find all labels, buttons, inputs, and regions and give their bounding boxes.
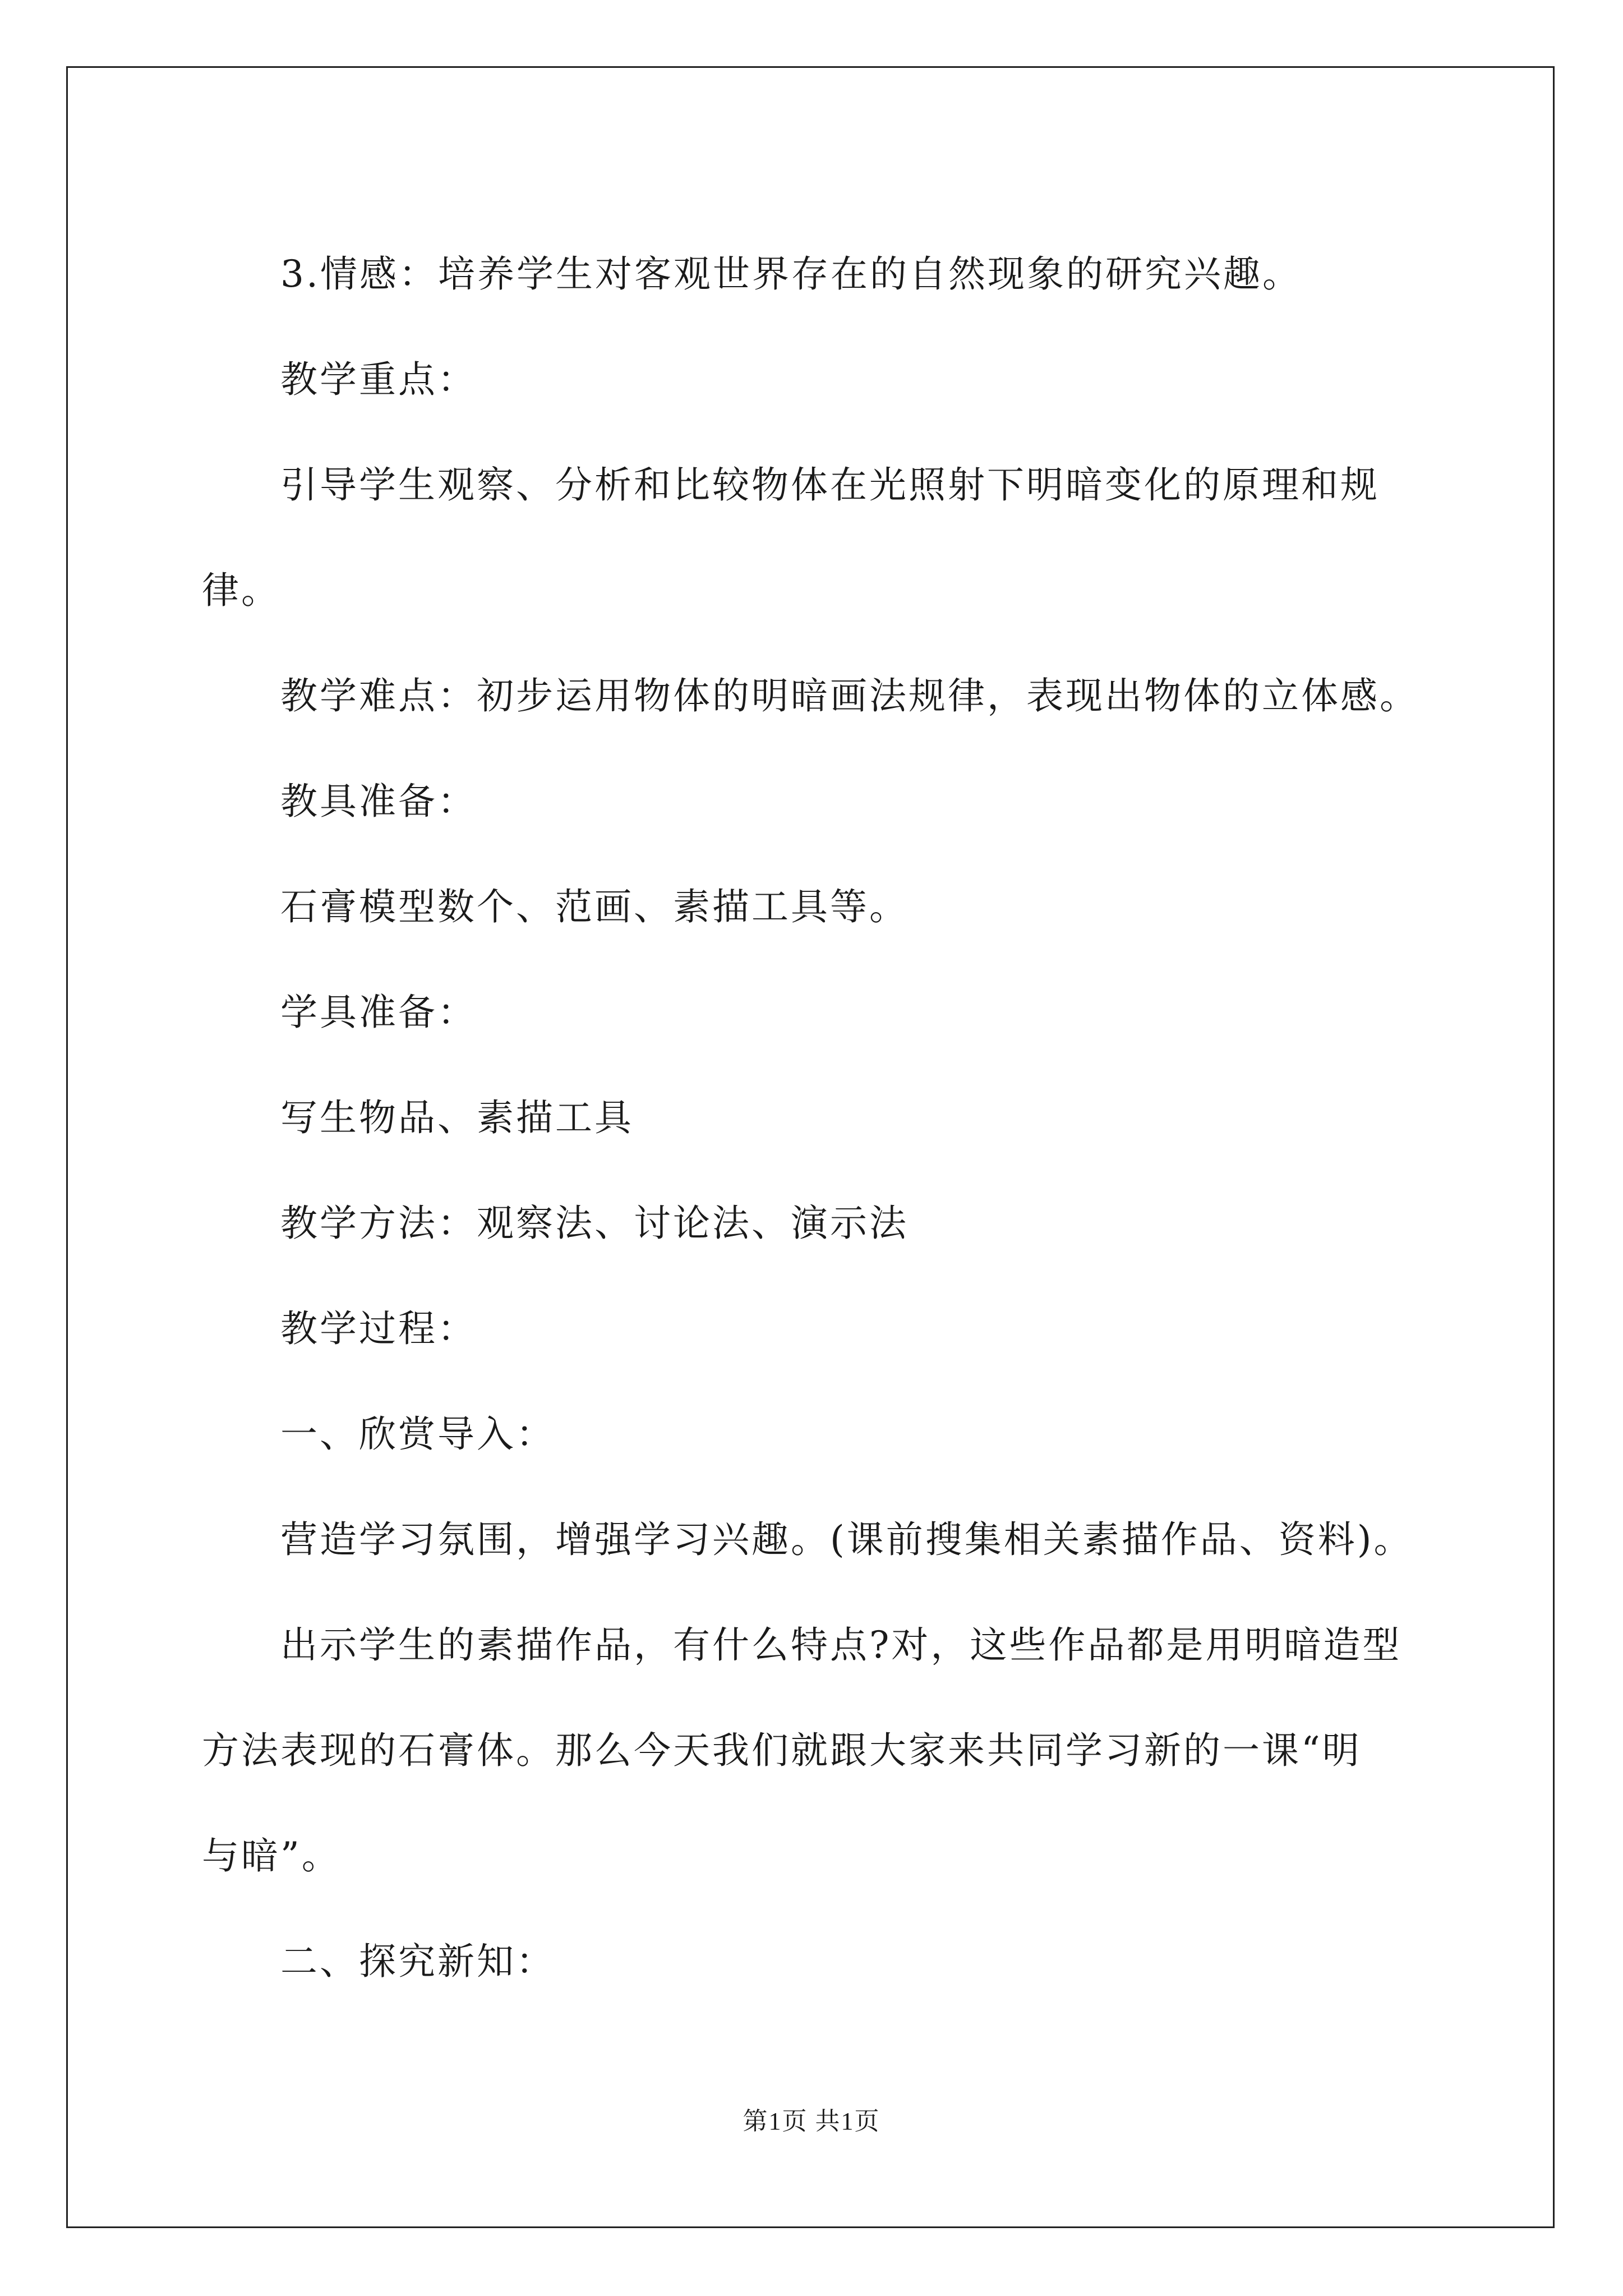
- paragraph: 石膏模型数个、范画、素描工具等。: [280, 885, 909, 928]
- paragraph: 引导学生观察、分析和比较物体在光照射下明暗变化的原理和规: [280, 463, 1380, 507]
- paragraph: 写生物品、素描工具: [280, 1096, 634, 1139]
- paragraph-continuation: 与暗”。: [202, 1834, 341, 1878]
- paragraph: 营造学习氛围，增强学习兴趣。(课前搜集相关素描作品、资料)。: [280, 1518, 1413, 1561]
- paragraph: 教学方法：观察法、讨论法、演示法: [280, 1202, 909, 1245]
- section-heading: 教具准备：: [280, 780, 477, 823]
- section-heading: 一、欣赏导入：: [280, 1412, 555, 1456]
- paragraph: 教学难点：初步运用物体的明暗画法规律，表现出物体的立体感。: [280, 674, 1419, 717]
- section-heading: 教学过程：: [280, 1307, 477, 1350]
- paragraph-continuation: 律。: [202, 569, 280, 612]
- document-body: [202, 222, 1436, 2014]
- paragraph: 3.情感：培养学生对客观世界存在的自然现象的研究兴趣。: [280, 252, 1302, 296]
- section-heading: 教学重点：: [280, 358, 477, 401]
- page-number-footer: 第1页 共1页: [743, 2108, 880, 2135]
- paragraph: 出示学生的素描作品，有什么特点?对，这些作品都是用明暗造型: [280, 1623, 1402, 1667]
- section-heading: 学具准备：: [280, 991, 477, 1034]
- section-heading: 二、探究新知：: [280, 1940, 555, 1983]
- paragraph-continuation: 方法表现的石膏体。那么今天我们就跟大家来共同学习新的一课“明: [202, 1729, 1362, 1772]
